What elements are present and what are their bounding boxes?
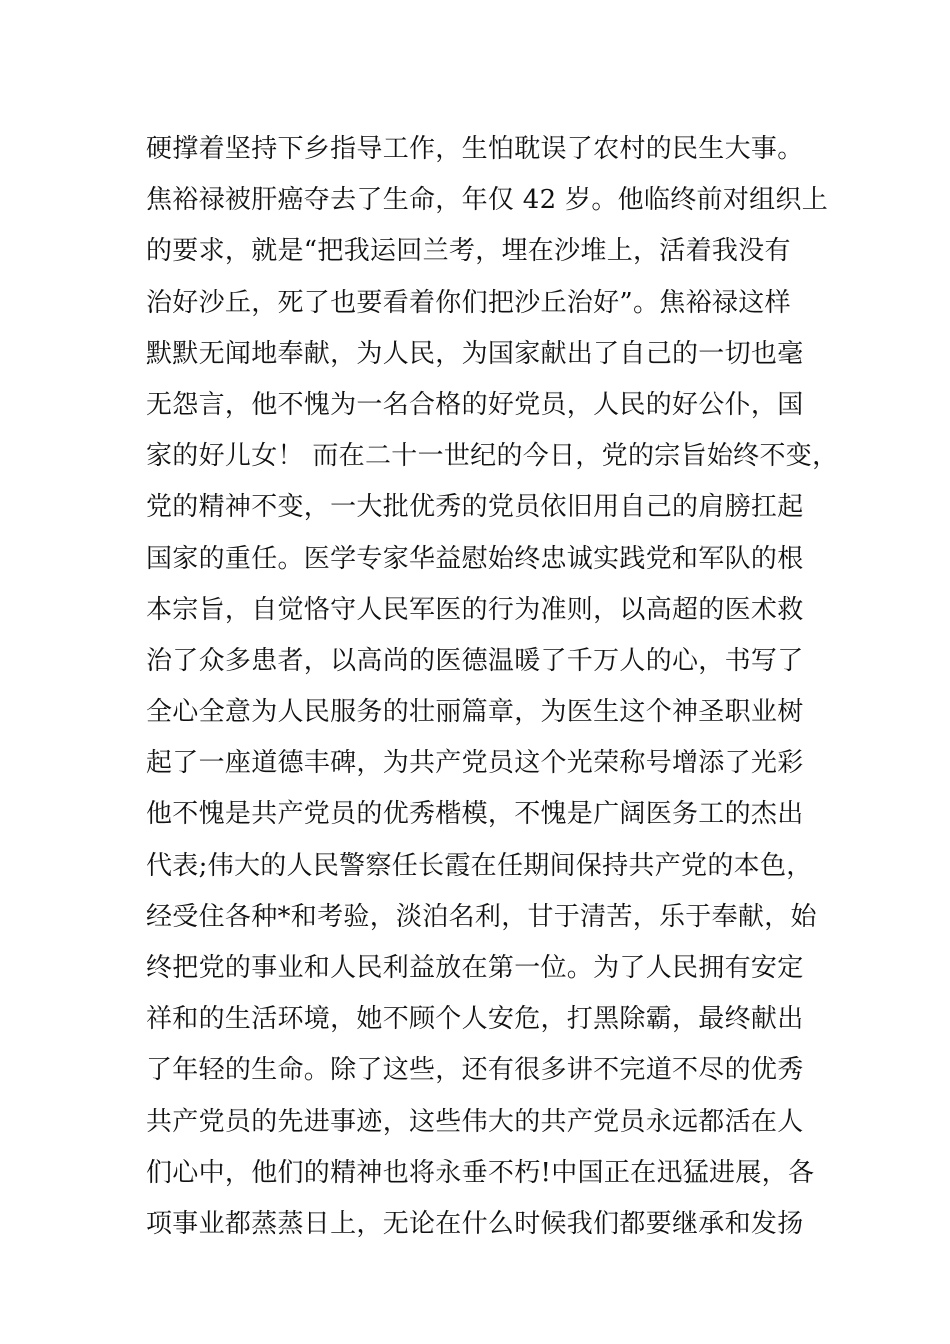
text-line: 本宗旨，自觉恪守人民军医的行为准则，以高超的医术救 <box>146 594 804 625</box>
text-line: 项事业都蒸蒸日上，无论在什么时候我们都要继承和发扬 <box>146 1208 804 1239</box>
text-line: 的要求，就是“把我运回兰考，埋在沙堆上，活着我没有 <box>146 236 791 267</box>
text-line: 默默无闻地奉献，为人民，为国家献出了自己的一切也毫 <box>146 338 804 369</box>
text-line: 代表;伟大的人民警察任长霞在任期间保持共产党的本色， <box>146 850 813 881</box>
text-line: 祥和的生活环境，她不顾个人安危，打黑除霸，最终献出 <box>146 1004 804 1035</box>
text-line: 了年轻的生命。除了这些，还有很多讲不完道不尽的优秀 <box>146 1055 804 1086</box>
text-line: 经受住各种*和考验，淡泊名利，甘于清苦，乐于奉献，始 <box>146 901 817 932</box>
text-line: 党的精神不变，一大批优秀的党员依旧用自己的肩膀扛起 <box>146 492 804 523</box>
body-text <box>146 124 846 1250</box>
text-line: 们心中，他们的精神也将永垂不朽!中国正在迅猛进展，各 <box>146 1157 815 1188</box>
text-line: 终把党的事业和人民利益放在第一位。为了人民拥有安定 <box>146 953 804 983</box>
text-line: 共产党员的先进事迹，这些伟大的共产党员永远都活在人 <box>146 1106 804 1137</box>
text-line: 家的好儿女！ 而在二十一世纪的今日，党的宗旨始终不变， <box>146 441 839 472</box>
text-line: 国家的重任。医学专家华益慰始终忠诚实践党和军队的根 <box>146 543 804 574</box>
text-line: 全心全意为人民服务的壮丽篇章，为医生这个神圣职业树 <box>146 697 804 728</box>
text-line: 焦裕禄被肝癌夺去了生命，年仅 42 岁。他临终前对组织上 <box>146 185 829 216</box>
text-line: 无怨言，他不愧为一名合格的好党员，人民的好公仆，国 <box>146 389 804 420</box>
text-line: 起了一座道德丰碑，为共产党员这个光荣称号增添了光彩 <box>146 748 804 779</box>
text-line: 他不愧是共产党员的优秀楷模，不愧是广阔医务工的杰出 <box>146 799 804 830</box>
text-line: 治好沙丘，死了也要看着你们把沙丘治好”。焦裕禄这样 <box>146 287 791 318</box>
text-line: 治了众多患者，以高尚的医德温暖了千万人的心，书写了 <box>146 645 804 676</box>
text-line: 硬撑着坚持下乡指导工作，生怕耽误了农村的民生大事。 <box>146 134 804 164</box>
